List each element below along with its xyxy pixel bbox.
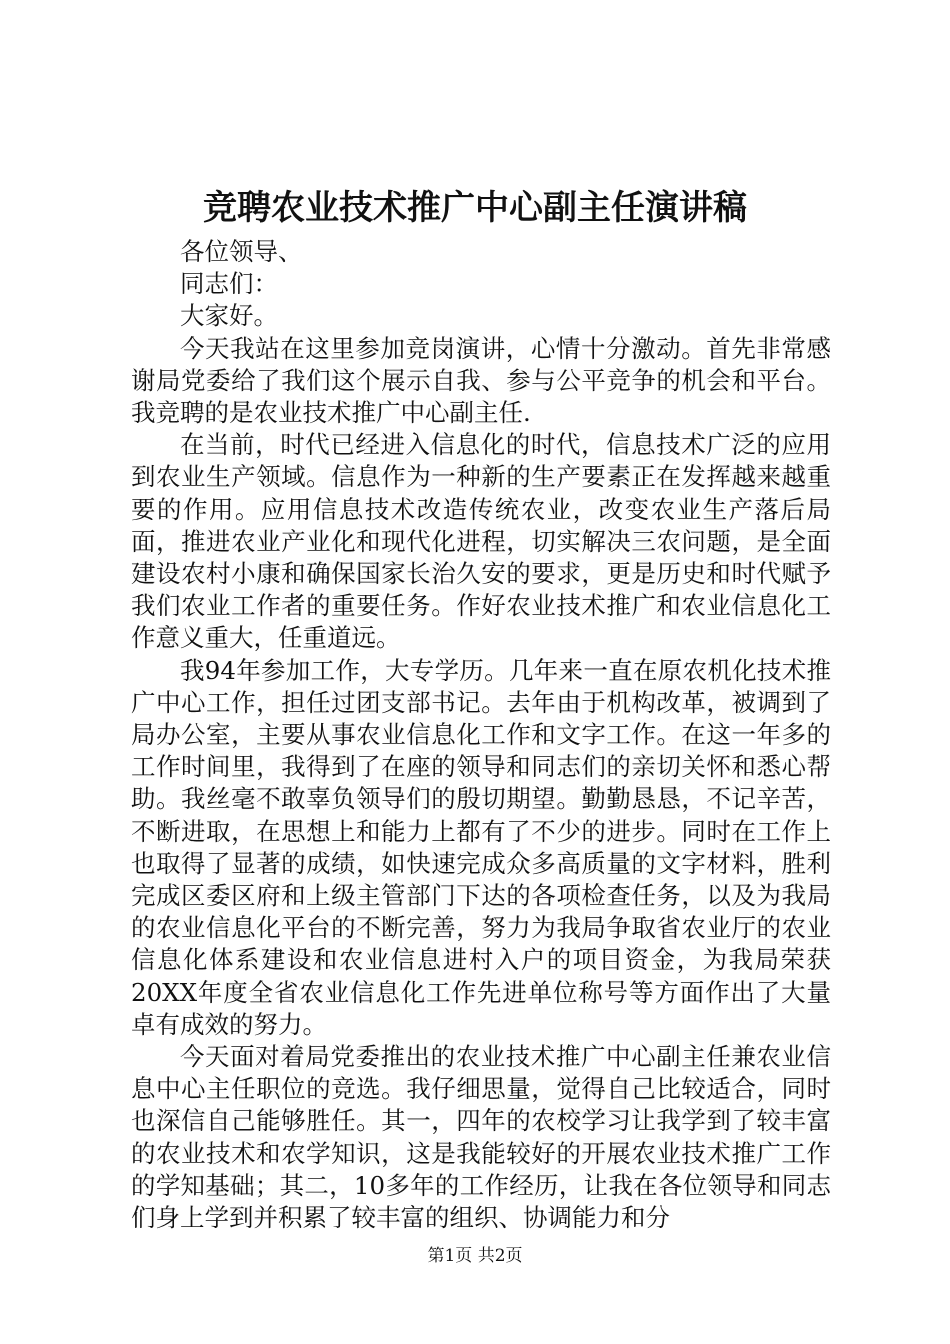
salutation-leaders: 各位领导、 (180, 237, 303, 266)
greeting: 大家好。 (180, 301, 278, 331)
document-body (131, 236, 831, 1234)
paragraph-intro: 今天我站在这里参加竞岗演讲，心情十分激动。首先非常感谢局党委给了我们这个展示自我、参与公平竞争的机会和平台。我竞聘的是农业技术推广中心副主任. (131, 333, 831, 428)
page-number-footer: 第1页 共2页 (427, 1246, 523, 1266)
paragraph-background: 在当前，时代已经进入信息化的时代，信息技术广泛的应用到农业生产领域。信息作为一种新的生产要素正在发挥越来越重要的作用。应用信息技术改造传统农业，改变农业生产落后局面，推进农业产业化和现代化进程，切实解决三农问题，是全面建设农村小康和确保国家长治久安的要求，更是历史和时代赋予我们农业工作者的重要任务。作好农业技术推广和农业信息化工作意义重大，任重道远。 (131, 430, 831, 653)
paragraph-qualifications: 今天面对着局党委推出的农业技术推广中心副主任兼农业信息中心主任职位的竞选。我仔细思量，觉得自己比较适合，同时也深信自己能够胜任。其一，四年的农校学习让我学到了较丰富的农业技术和农学知识，这是我能较好的开展农业技术推广工作的学知基础；其二，10多年的工作经历，让我在各位领导和同志们身上学到并积累了较丰富的组织、协调能力和分 (131, 1042, 831, 1233)
document-title: 竞聘农业技术推广中心副主任演讲稿 (203, 188, 747, 228)
paragraph-experience: 我94年参加工作，大专学历。几年来一直在原农机化技术推广中心工作，担任过团支部书记。去年由于机构改革，被调到了局办公室，主要从事农业信息化工作和文字工作。在这一年多的工作时间里，我得到了在座的领导和同志们的亲切关怀和悉心帮助。我丝毫不敢辜负领导们的殷切期望。勤勤恳恳，不记辛苦，不断进取，在思想上和能力上都有了不少的进步。同时在工作上也取得了显著的成绩，如快速完成众多高质量的文字材料，胜利完成区委区府和上级主管部门下达的各项检查任务，以及为我局的农业信息化平台的不断完善，努力为我局争取省农业厅的农业信息化体系建设和农业信息进村入户的项目资金，为我局荣获20XX年度全省农业信息化工作先进单位称号等方面作出了大量卓有成效的努力。 (131, 655, 831, 1039)
salutation-comrades: 同志们： (180, 269, 278, 299)
